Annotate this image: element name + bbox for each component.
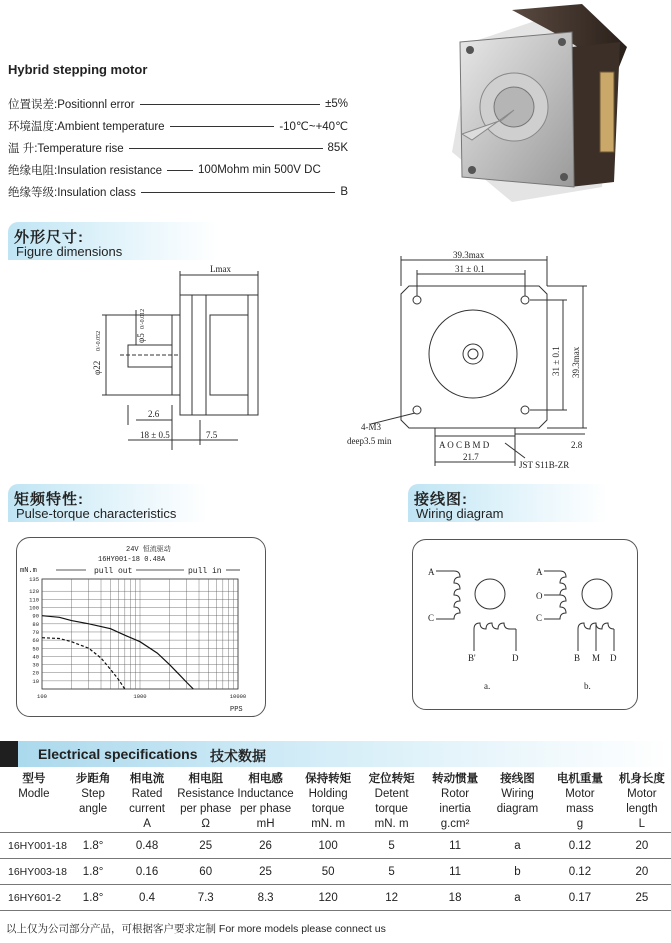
- chart-y-unit: mN.m: [20, 567, 37, 575]
- table-cell: 1.8°: [68, 885, 119, 911]
- column-header-unit: mN. m: [374, 818, 409, 830]
- legend-pull-out: pull out: [94, 567, 133, 576]
- column-header-en1: Modle: [18, 788, 50, 800]
- dim-d22: φ22: [92, 360, 102, 375]
- dim-7-5: 7.5: [206, 430, 218, 440]
- table-cell: 8.3: [236, 885, 296, 911]
- table-cell: 11: [422, 859, 488, 885]
- spec-row-insulation-class: [8, 181, 348, 203]
- dim-39-3-width: 39.3max: [453, 250, 485, 260]
- table-cell: 1.8°: [68, 833, 119, 859]
- column-header-unit: [0, 816, 68, 830]
- column-header-en1: Motor: [627, 788, 657, 800]
- table-row: [0, 833, 671, 859]
- column-header: [118, 770, 175, 833]
- series-line-pull-in: [42, 638, 125, 689]
- wire-label-a-bottom: C: [428, 613, 435, 623]
- dim-d22-tol: 0/-0.052: [96, 330, 102, 351]
- chart-title-line2: 16HY001-18 0.48A: [98, 556, 166, 564]
- figure-section-title-cn: 外形尺寸:: [14, 229, 84, 246]
- wiring-section-title-en: Wiring diagram: [416, 506, 504, 521]
- dim-d5-tol: 0/-0.012: [140, 308, 146, 329]
- table-cell: a: [488, 833, 547, 859]
- column-header-en1: Rated: [131, 788, 163, 800]
- y-tick-label: 60: [32, 637, 39, 645]
- chart-series: [42, 616, 193, 689]
- table-cell: 100: [295, 833, 361, 859]
- column-header-en2: [0, 802, 68, 816]
- column-header-cn: 型号: [22, 773, 46, 785]
- table-cell: 60: [176, 859, 236, 885]
- column-header-unit: mN. m: [311, 818, 346, 830]
- label-4-m3: 4-M3: [361, 422, 381, 432]
- column-header-en1: Inductance: [237, 788, 294, 800]
- table-body: [0, 833, 671, 911]
- leader-line: [167, 170, 193, 171]
- table-cell: 5: [361, 859, 422, 885]
- y-tick-label: 120: [29, 588, 39, 596]
- spec-value: B: [340, 186, 348, 198]
- table-cell: 7.3: [176, 885, 236, 911]
- table-cell: 25: [176, 833, 236, 859]
- wiring-caption-b: b.: [584, 681, 591, 691]
- y-tick-label: 40: [32, 653, 39, 661]
- chart-grid: [42, 579, 238, 689]
- spec-label: 环境温度:Ambient temperature: [8, 121, 165, 133]
- header-accent-block: [0, 741, 18, 767]
- column-header-unit: g: [576, 818, 584, 830]
- dim-d5: φ5: [136, 333, 146, 343]
- column-header-unit: A: [143, 818, 151, 830]
- leader-line: [129, 148, 323, 149]
- table-cell: 1.8°: [68, 859, 119, 885]
- y-tick-label: 80: [32, 620, 39, 628]
- column-header-cn: 转动惯量: [432, 773, 479, 785]
- spec-value: ±5%: [325, 98, 348, 110]
- column-header-unit: [68, 817, 119, 831]
- wire-label-b-top: A: [536, 567, 543, 577]
- wire-label-a-left: B': [468, 653, 476, 663]
- column-header-en2: current: [129, 803, 165, 815]
- table-cell: 20: [613, 833, 671, 859]
- column-header-cn: 相电感: [248, 773, 283, 785]
- y-tick-label: 70: [32, 628, 39, 636]
- dim-31-height: 31 ± 0.1: [551, 346, 561, 376]
- wire-label-a-right: D: [512, 653, 519, 663]
- table-cell: 26: [236, 833, 296, 859]
- dim-lmax: Lmax: [210, 264, 231, 274]
- column-header-en2: diagram: [496, 803, 539, 815]
- leader-line: [141, 192, 336, 193]
- spec-label: 绝缘等级:Insulation class: [8, 187, 136, 199]
- spec-row-error: [8, 93, 348, 115]
- table-cell: 20: [613, 859, 671, 885]
- product-title: Hybrid stepping motor: [8, 62, 148, 77]
- table-cell: 25: [236, 859, 296, 885]
- column-header-en2: per phase: [239, 803, 292, 815]
- column-header-cn: 步距角: [75, 773, 111, 785]
- table-cell: 25: [613, 885, 671, 911]
- table-cell: 16HY001-18: [0, 833, 68, 859]
- x-tick-label: 10000: [229, 693, 247, 700]
- table-cell: 12: [361, 885, 422, 911]
- dim-39-3-height: 39.3max: [571, 346, 581, 378]
- column-header: [0, 770, 68, 833]
- wiring-caption-a: a.: [484, 681, 491, 691]
- y-tick-label: 20: [32, 669, 39, 677]
- y-tick-label: 100: [29, 604, 39, 612]
- table-cell: 0.48: [118, 833, 175, 859]
- column-header: [547, 770, 613, 833]
- column-header-en1: Resistance: [177, 788, 235, 800]
- x-tick-label: 1000: [133, 693, 147, 700]
- table-cell: 16HY601-2: [0, 885, 68, 911]
- column-header-en2: length: [626, 803, 658, 815]
- table-cell: 0.12: [547, 833, 613, 859]
- table-cell: 5: [361, 833, 422, 859]
- x-tick-label: 100: [37, 693, 47, 700]
- table-cell: 0.16: [118, 859, 175, 885]
- column-header-en1: Holding: [308, 788, 348, 800]
- wire-label-b-center: M: [592, 653, 601, 663]
- electrical-title-cn: 技术数据: [210, 748, 266, 764]
- pulse-torque-chart: [18, 539, 264, 715]
- spec-label: 绝缘电阻:Insulation resistance: [8, 165, 163, 177]
- table-cell: 11: [422, 833, 488, 859]
- column-header-cn: 保持转矩: [305, 773, 352, 785]
- column-header-unit: mH: [256, 818, 275, 830]
- y-tick-label: 110: [29, 596, 39, 604]
- wiring-diagram-a: [436, 571, 516, 651]
- chart-title-line1: 24V 恒流驱动: [126, 546, 171, 554]
- dim-2-8: 2.8: [571, 440, 583, 450]
- y-tick-label: 10: [32, 677, 39, 685]
- table-cell: 0.17: [547, 885, 613, 911]
- spec-row-temperature: [8, 115, 348, 137]
- spec-row-temperature-rise: [8, 137, 348, 159]
- column-header-cn: 相电阻: [188, 773, 223, 785]
- column-header: [422, 770, 488, 833]
- column-header: [68, 770, 119, 833]
- column-header-unit: [488, 817, 547, 831]
- column-header-cn: 定位转矩: [368, 773, 415, 785]
- column-header-en2: torque: [375, 803, 408, 815]
- connector-pins: A O C B M D: [439, 440, 490, 450]
- column-header-unit: Ω: [201, 818, 210, 830]
- column-header: [613, 770, 671, 833]
- electrical-title-en: Electrical specifications: [38, 746, 198, 762]
- column-header-en2: mass: [566, 803, 594, 815]
- chart-tick-labels: [29, 576, 246, 700]
- column-header-cn: 机身长度: [618, 773, 665, 785]
- table-cell: a: [488, 885, 547, 911]
- side-view-drawing: [80, 255, 280, 455]
- y-tick-label: 50: [32, 645, 39, 653]
- wire-label-b-bottom: C: [536, 613, 543, 623]
- table-cell: 0.4: [118, 885, 175, 911]
- column-header-en1: Motor: [565, 788, 595, 800]
- column-header: [236, 770, 296, 833]
- table-cell: b: [488, 859, 547, 885]
- front-view-drawing: [335, 248, 595, 473]
- spec-list: [8, 93, 348, 203]
- spec-row-insulation-resistance: [8, 159, 348, 181]
- spec-value: 100Mohm min 500V DC: [198, 164, 321, 176]
- column-header-unit: g.cm²: [440, 818, 470, 830]
- electrical-header-bar: [0, 741, 671, 767]
- dim-31-width: 31 ± 0.1: [455, 264, 485, 274]
- column-header-en1: Detent: [374, 788, 409, 800]
- spec-value: -10℃~+40℃: [279, 121, 348, 133]
- electrical-table: [0, 770, 671, 911]
- column-header: [488, 770, 547, 833]
- column-header-en1: Wiring: [501, 788, 534, 800]
- wire-label-b-left: B: [574, 653, 581, 663]
- wiring-diagram-b: [544, 571, 614, 651]
- column-header-en2: torque: [311, 803, 345, 815]
- column-header-en2: angle: [79, 803, 108, 815]
- table-row: [0, 859, 671, 885]
- column-header-cn: 电机重量: [556, 773, 603, 785]
- column-header-cn: 接线图: [500, 773, 535, 785]
- column-header-en1: Step: [81, 788, 105, 800]
- column-header: [361, 770, 422, 833]
- y-tick-label: 135: [29, 576, 39, 583]
- leader-line: [140, 104, 321, 105]
- wire-label-b-mid: O: [536, 591, 543, 601]
- table-cell: 18: [422, 885, 488, 911]
- legend-pull-in: pull in: [188, 567, 222, 576]
- column-header-en1: Rotor: [441, 788, 470, 800]
- column-header: [176, 770, 236, 833]
- spec-value: 85K: [327, 142, 348, 154]
- dim-2-6: 2.6: [148, 409, 160, 419]
- column-header-cn: 相电流: [129, 773, 165, 785]
- table-cell: 120: [295, 885, 361, 911]
- wiring-diagrams: [414, 541, 636, 708]
- column-header: [295, 770, 361, 833]
- footer-note: 以上仅为公司部分产品，可根据客户要求定制 For more models please connect us: [6, 923, 386, 935]
- pulse-section-title-cn: 矩频特性:: [14, 491, 84, 508]
- table-cell: 0.12: [547, 859, 613, 885]
- table-cell: 50: [295, 859, 361, 885]
- dim-21-7: 21.7: [463, 452, 479, 462]
- pulse-section-title-en: Pulse-torque characteristics: [16, 506, 177, 521]
- y-tick-label: 30: [32, 661, 39, 669]
- chart-x-unit: PPS: [230, 706, 243, 714]
- motor-photo: [452, 2, 632, 202]
- dim-18: 18 ± 0.5: [140, 430, 170, 440]
- connector-model: JST S11B-ZR: [519, 460, 570, 470]
- wiring-section-title-cn: 接线图:: [414, 491, 468, 508]
- label-deep: deep3.5 min: [347, 436, 392, 446]
- spec-label: 温 升:Temperature rise: [8, 143, 124, 155]
- column-header-en2: per phase: [180, 803, 232, 815]
- wire-label-a-top: A: [428, 567, 435, 577]
- table-row: [0, 885, 671, 911]
- column-header-unit: L: [638, 818, 646, 830]
- wire-label-b-right: D: [610, 653, 617, 663]
- column-header-en2: inertia: [439, 803, 471, 815]
- table-header-row: [0, 770, 671, 833]
- y-tick-label: 90: [32, 612, 39, 620]
- table-cell: 16HY003-18: [0, 859, 68, 885]
- figure-section-title-en: Figure dimensions: [16, 244, 123, 259]
- spec-label: 位置误差:Positionnl error: [8, 99, 135, 111]
- leader-line: [170, 126, 275, 127]
